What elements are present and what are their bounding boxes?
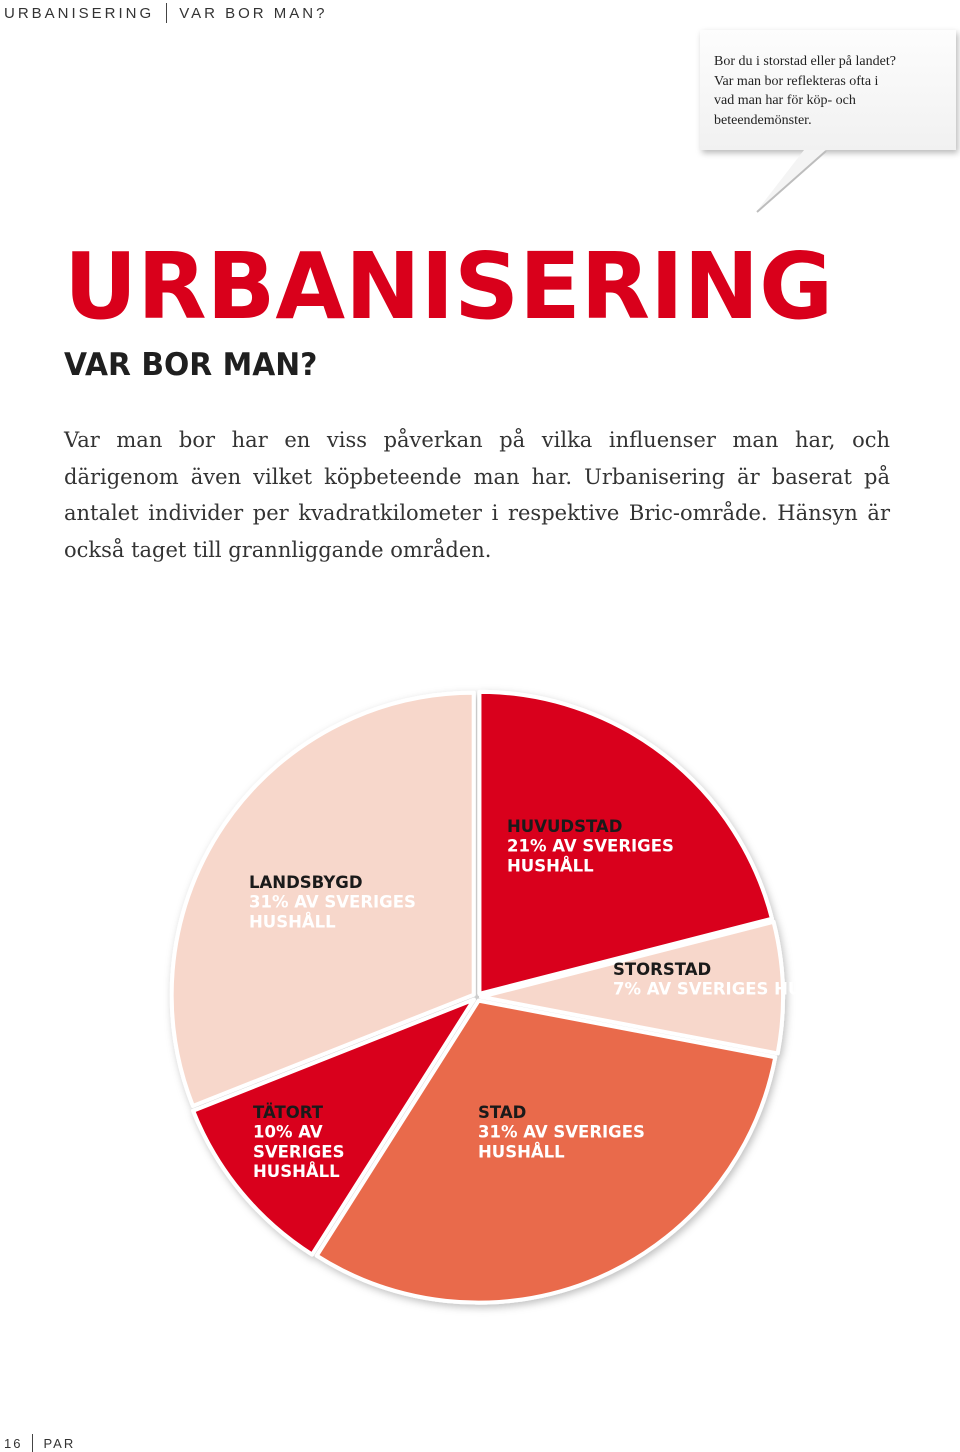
slice-value-huvudstad: 21% AV SVERIGES HUSHÅLL [507,836,674,876]
slice-name-tätort: TÄTORT [253,1103,323,1122]
page-subtitle: VAR BOR MAN? [64,347,318,383]
slice-name-stad: STAD [478,1103,527,1122]
slice-value-landsbygd: 31% AV SVERIGES HUSHÅLL [249,892,416,932]
header-topic: VAR BOR MAN? [179,4,328,22]
slice-value-storstad: 7% AV SVERIGES HUSHÅLL [613,979,861,999]
page-footer [4,1434,75,1452]
slice-name-huvudstad: HUVUDSTAD [507,817,623,836]
intro-paragraph: Var man bor har en viss påverkan på vilka influenser man har, och därigenom även vilket köpbeteende man har. Urbanisering är baserat på antalet individer per kvadratkilometer i respektive Bric-område. Hänsyn är också taget till grannliggande områden. [64,428,890,562]
slice-name-storstad: STORSTAD [613,960,712,979]
slice-value-stad: 31% AV SVERIGES HUSHÅLL [478,1122,645,1162]
header-section: URBANISERING [4,4,155,22]
page-title: URBANISERING [64,233,834,340]
slice-value-tätort: 10% AV SVERIGES HUSHÅLL [253,1122,345,1182]
publication-name: PAR [43,1435,76,1451]
callout-text: Bor du i storstad eller på landet? Var man bor reflekteras ofta i vad man har för köp- och beteendemönster. [714,54,896,128]
page-number: 16 [4,1435,23,1451]
footer-divider [32,1434,33,1452]
slice-name-landsbygd: LANDSBYGD [249,873,363,892]
